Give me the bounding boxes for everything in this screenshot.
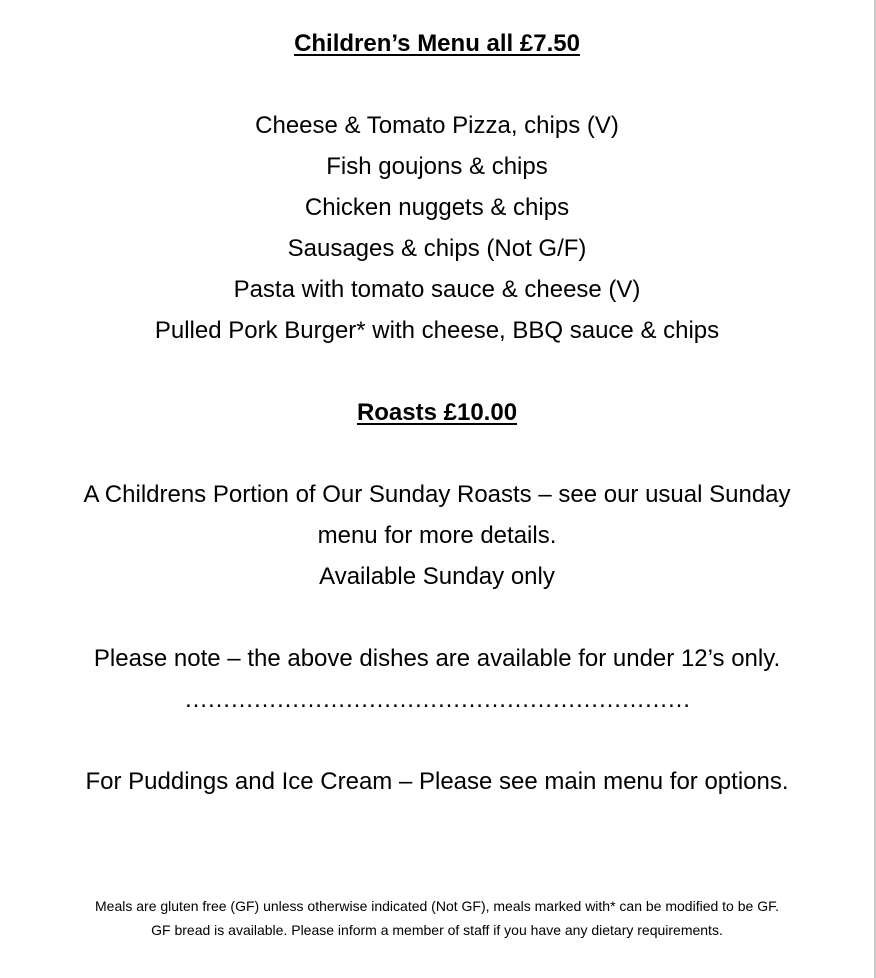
age-note: Please note – the above dishes are available for under 12’s only. [93, 645, 781, 672]
menu-item: Sausages & chips (Not G/F) [287, 235, 587, 262]
children-menu-heading: Children’s Menu all £7.50 [294, 30, 580, 57]
menu-item: Pulled Pork Burger* with cheese, BBQ sauce & chips [154, 317, 720, 344]
dotted-divider: ………………………………………………………… [184, 686, 690, 713]
puddings-note: For Puddings and Ice Cream – Please see main menu for options. [85, 768, 789, 795]
roasts-description: menu for more details. [317, 522, 557, 549]
roasts-description: A Childrens Portion of Our Sunday Roasts – see our usual Sunday [83, 481, 791, 508]
menu-item: Fish goujons & chips [326, 153, 548, 180]
roasts-heading: Roasts £10.00 [356, 399, 518, 426]
roasts-availability: Available Sunday only [319, 563, 555, 590]
dietary-footer-line: Meals are gluten free (GF) unless otherwise indicated (Not GF), meals marked with* can be modified to be GF. [95, 898, 779, 914]
menu-item: Chicken nuggets & chips [304, 194, 570, 221]
menu-item: Pasta with tomato sauce & cheese (V) [233, 276, 641, 303]
menu-item: Cheese & Tomato Pizza, chips (V) [255, 112, 619, 139]
dietary-footer-line: GF bread is available. Please inform a member of staff if you have any dietary requirements. [151, 922, 723, 938]
